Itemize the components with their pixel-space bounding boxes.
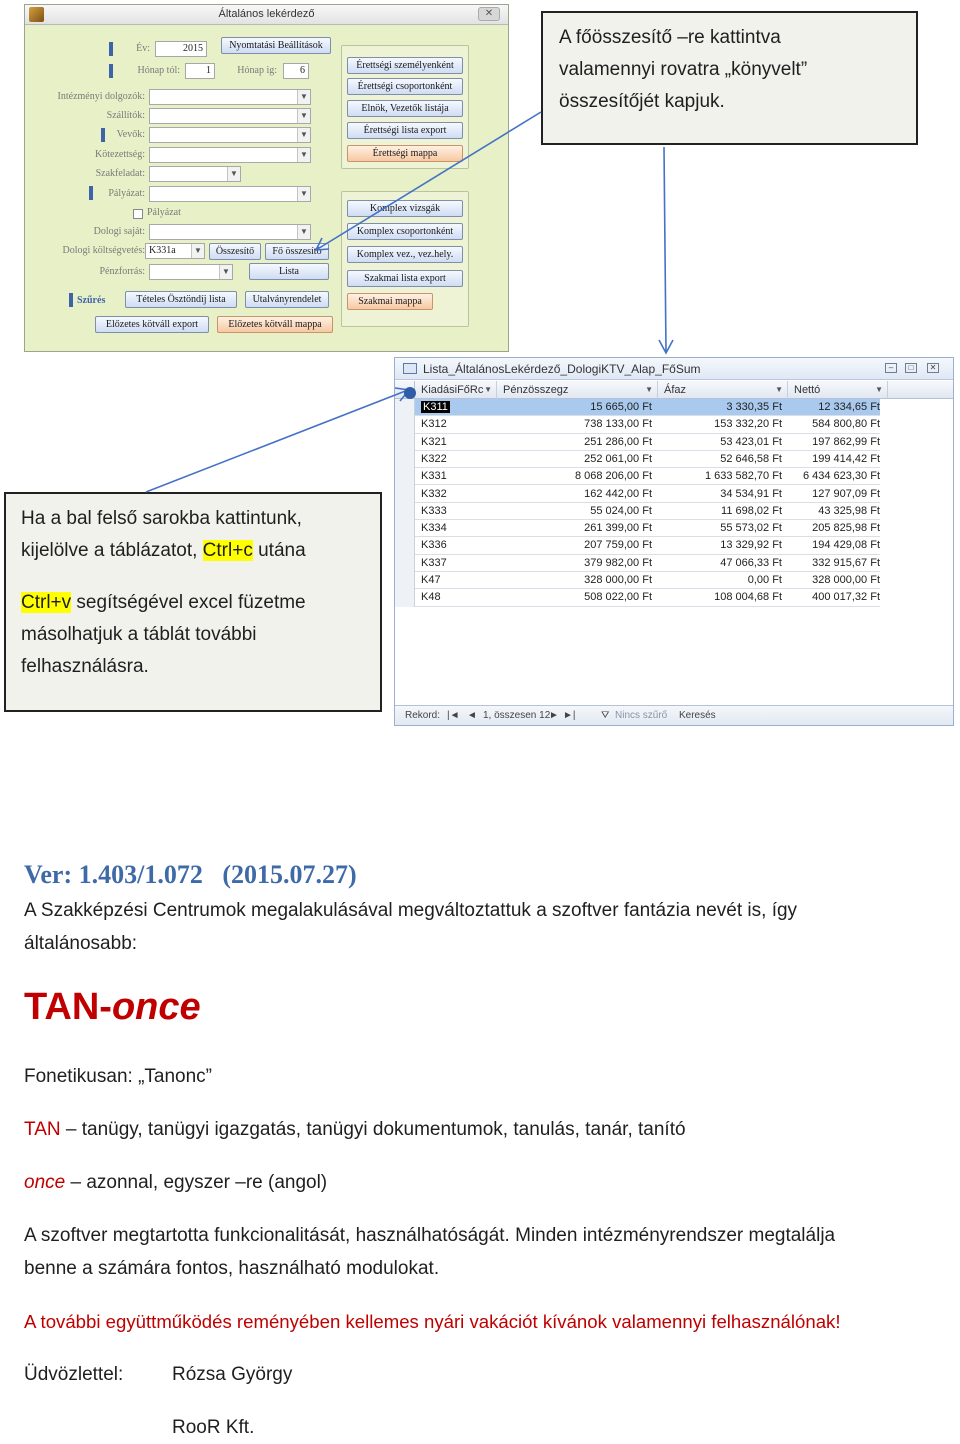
restore-icon[interactable]: □: [905, 363, 917, 373]
main-summary-button[interactable]: Fő összesítő: [265, 243, 329, 260]
list-button[interactable]: Lista: [249, 263, 329, 280]
version-heading: Ver: 1.403/1.072 (2015.07.27): [24, 860, 357, 889]
table-cell-text: 55 024,00 Ft: [590, 504, 652, 517]
table-cell-text: 252 061,00 Ft: [584, 452, 652, 465]
table-cell-text: 153 332,20 Ft: [714, 418, 782, 431]
table-cell-text: 261 399,00 Ft: [584, 522, 652, 535]
once-term: once: [24, 1172, 66, 1193]
table-cell-text: 162 442,00 Ft: [584, 487, 652, 500]
shortcut-highlight: Ctrl+v: [21, 592, 72, 613]
filter-label: Szűrés: [77, 295, 106, 306]
arrow-to-datasheet: [664, 147, 666, 352]
month-from-input[interactable]: 1: [185, 63, 215, 79]
table-cell-text: 52 646,58 Ft: [720, 452, 782, 465]
product-name: [24, 986, 201, 1029]
tan-term: TAN: [24, 1119, 61, 1140]
callout-line: másolhatjuk a táblát további: [21, 624, 257, 645]
product-name-part: once: [111, 986, 201, 1028]
staff-label: Intézményi dolgozók:: [57, 91, 145, 102]
table-cell-text: K48: [421, 591, 441, 604]
commitment-label: Kötezettség:: [95, 149, 145, 160]
column-header[interactable]: Áfaz ▼: [658, 381, 788, 399]
table-cell-text: 15 665,00 Ft: [590, 401, 652, 413]
summary-button[interactable]: Összesítő: [209, 243, 261, 260]
table-cell-text: 43 325,98 Ft: [818, 504, 880, 517]
table-cell-text: 328 000,00 Ft: [584, 574, 652, 586]
table-cell-text: 55 573,02 Ft: [720, 522, 782, 535]
tender-label: Pályázat:: [108, 188, 145, 199]
column-header[interactable]: KiadásiFőRc ▼: [415, 381, 497, 399]
table-cell-text: 47 066,33 Ft: [720, 556, 782, 569]
close-icon[interactable]: ✕: [478, 7, 500, 21]
select-all-marker[interactable]: [404, 387, 416, 399]
table-cell-text: K47: [421, 574, 441, 586]
phonetic-text: Fonetikusan: „Tanonc”: [24, 1066, 212, 1087]
chevron-down-icon[interactable]: ▼: [297, 109, 310, 123]
exam-list-export-button[interactable]: Érettségi lista export: [347, 122, 463, 139]
table-cell-text: K331: [421, 470, 447, 483]
voucher-button[interactable]: Utalványrendelet: [245, 291, 329, 308]
callout-text: kijelölve a táblázatot,: [21, 540, 203, 561]
company-name: RooR Kft.: [172, 1417, 255, 1438]
chevron-down-icon[interactable]: ▼: [645, 385, 653, 394]
chevron-down-icon[interactable]: ▼: [775, 385, 783, 394]
table-cell-text: 53 423,01 Ft: [720, 435, 782, 448]
funding-label: Pénzforrás:: [99, 266, 145, 277]
tan-definition-text: – tanügy, tanügyi igazgatás, tanügyi dokumentumok, tanulás, tanár, tanító: [60, 1119, 686, 1140]
material-budget-label: Dologi költségvetés:: [62, 245, 145, 256]
month-to-label: Hónap ig:: [237, 65, 277, 76]
chair-list-button[interactable]: Elnök, Vezetők listája: [347, 100, 463, 117]
functionality-line: benne a számára fontos, használható modulokat.: [24, 1258, 440, 1279]
table-cell-text: K337: [421, 556, 447, 569]
complex-leaders-button[interactable]: Komplex vez., vez.hely.: [347, 246, 463, 263]
first-record-icon[interactable]: |◄: [447, 710, 460, 721]
dialog-title: Általános lekérdező: [218, 8, 315, 20]
callout-text: segítségével excel füzetme: [71, 592, 306, 613]
professional-folder-button[interactable]: Szakmai mappa: [347, 293, 433, 310]
table-cell-text: 13 329,92 Ft: [720, 539, 782, 552]
shortcut-highlight: Ctrl+c: [202, 540, 253, 561]
functionality-text: [24, 1219, 835, 1285]
chevron-down-icon[interactable]: ▼: [297, 90, 310, 104]
table-cell-text: K332: [421, 487, 447, 500]
greeting: Üdvözlettel:: [24, 1364, 124, 1385]
complex-by-group-button[interactable]: Komplex csoportonként: [347, 223, 463, 240]
intro-text: [24, 894, 797, 960]
professional-list-export-button[interactable]: Szakmai lista export: [347, 270, 463, 287]
table-cell-text: 127 907,09 Ft: [812, 487, 880, 500]
table-cell-text: 738 133,00 Ft: [584, 418, 652, 431]
product-name-part: TAN-: [24, 986, 112, 1028]
no-filter-label[interactable]: Nincs szűrő: [615, 710, 668, 721]
table-cell-text: 199 414,42 Ft: [812, 452, 880, 465]
callout-line: felhasználásra.: [21, 656, 149, 677]
chevron-down-icon[interactable]: ▼: [484, 385, 492, 394]
filter-icon[interactable]: ⛛: [601, 710, 610, 721]
table-cell-text: K333: [421, 504, 447, 517]
sender-name: Rózsa György: [172, 1364, 293, 1385]
table-cell-text: K336: [421, 539, 447, 552]
table-cell-text: 12 334,65 Ft: [818, 401, 880, 413]
next-record-icon[interactable]: ►: [549, 710, 559, 721]
once-definition: [24, 1166, 327, 1199]
table-cell-text: 11 698,02 Ft: [721, 504, 782, 517]
intro-line: A Szakképzési Centrumok megalakulásával megváltoztattuk a szoftver fantázia nevét is, így: [24, 900, 798, 921]
month-to-input[interactable]: 6: [283, 63, 309, 79]
functionality-line: A szoftver megtartotta funkcionalitását, használhatóságát. Minden intézményrendszer megtalálja: [24, 1225, 836, 1246]
chevron-down-icon[interactable]: ▼: [297, 187, 310, 201]
exam-folder-button[interactable]: Érettségi mappa: [347, 145, 463, 162]
suppliers-label: Szállítók:: [106, 110, 145, 121]
chevron-down-icon[interactable]: ▼: [191, 244, 204, 258]
callout-line: Ha a bal felső sarokba kattintunk,: [21, 508, 302, 529]
prior-commitment-folder-button[interactable]: Előzetes kötváll mappa: [217, 316, 333, 333]
table-cell-text: 400 017,32 Ft: [812, 591, 880, 604]
chevron-down-icon[interactable]: ▼: [227, 167, 240, 181]
tan-definition: [24, 1113, 686, 1146]
callout-line: A főösszesítő –re kattintva: [559, 27, 781, 48]
chevron-down-icon[interactable]: ▼: [875, 385, 883, 394]
print-settings-button[interactable]: Nyomtatási Beállítások: [221, 37, 331, 54]
tender-checkbox-label: Pályázat: [147, 207, 181, 218]
table-cell-text: K312: [421, 418, 447, 431]
year-input[interactable]: 2015: [155, 41, 207, 57]
complex-exams-button[interactable]: Komplex vizsgák: [347, 200, 463, 217]
table-cell-text: 194 429,08 Ft: [812, 539, 880, 552]
own-material-label: Dologi saját:: [93, 226, 145, 237]
column-header[interactable]: Nettó ▼: [788, 381, 888, 399]
datasheet-title: Lista_ÁltalánosLekérdező_DologiKTV_Alap_FőSum: [423, 362, 701, 376]
search-input[interactable]: Keresés: [679, 710, 716, 721]
table-cell-text: K311: [423, 401, 448, 413]
callout-line: összesítőjét kapjuk.: [559, 91, 725, 112]
table-cell-text: 6 434 623,30 Ft: [802, 470, 880, 483]
table-cell-text: 197 862,99 Ft: [812, 435, 880, 448]
record-position[interactable]: 1, összesen 12: [483, 710, 551, 721]
table-cell-text: 34 534,91 Ft: [720, 487, 782, 500]
exam-by-person-button[interactable]: Érettségi személyenként: [347, 57, 463, 74]
table-cell-text: 207 759,00 Ft: [584, 539, 652, 552]
year-label: Év:: [136, 43, 150, 54]
chevron-down-icon[interactable]: ▼: [297, 148, 310, 162]
itemized-scholarship-button[interactable]: Tételes Ösztöndíj lista: [125, 291, 237, 308]
prior-commitment-export-button[interactable]: Előzetes kötváll export: [95, 316, 209, 333]
table-cell-text: K321: [421, 435, 447, 448]
holiday-wish: A további együttműködés reményében kellemes nyári vakációt kívánok valamennyi felhasználónak!: [24, 1311, 841, 1332]
minimize-icon[interactable]: –: [885, 363, 897, 373]
table-cell-text: 8 068 206,00 Ft: [574, 470, 652, 483]
task-label: Szakfeladat:: [95, 168, 145, 179]
table-cell-text: 205 825,98 Ft: [812, 522, 880, 535]
column-header[interactable]: Pénzösszegz ▼: [497, 381, 658, 399]
chevron-down-icon[interactable]: ▼: [297, 225, 310, 239]
prev-record-icon[interactable]: ◄: [467, 710, 477, 721]
table-cell-text: 379 982,00 Ft: [584, 556, 652, 569]
table-cell-text: 3 330,35 Ft: [726, 401, 782, 413]
table-cell-text: 251 286,00 Ft: [584, 435, 652, 448]
arrow-to-corner: [146, 390, 408, 492]
table-cell-text: 332 915,67 Ft: [812, 556, 880, 569]
chevron-down-icon[interactable]: ▼: [219, 265, 232, 279]
table-cell-text: 584 800,80 Ft: [812, 418, 880, 431]
table-cell-text: 0,00 Ft: [747, 574, 782, 586]
table-cell-text: K334: [421, 522, 447, 535]
record-label: Rekord:: [405, 710, 441, 721]
table-cell-text: K322: [421, 452, 447, 465]
buyers-label: Vevők:: [116, 129, 145, 140]
once-definition-text: – azonnal, egyszer –re (angol): [65, 1172, 328, 1193]
material-budget-value: K331a: [149, 245, 176, 256]
table-cell-text: 1 633 582,70 Ft: [704, 470, 782, 483]
callout-line: valamennyi rovatra „könyvelt”: [559, 59, 808, 80]
month-from-label: Hónap tól:: [137, 65, 180, 76]
intro-line: általánosabb:: [24, 933, 138, 954]
callout-text: utána: [252, 540, 306, 561]
last-record-icon[interactable]: ►|: [563, 710, 576, 721]
arrow-to-main-summary: [316, 112, 541, 250]
close-icon[interactable]: ✕: [927, 363, 939, 373]
table-cell-text: 508 022,00 Ft: [584, 591, 652, 604]
chevron-down-icon[interactable]: ▼: [297, 128, 310, 142]
table-cell-text: 108 004,68 Ft: [714, 591, 782, 604]
exam-by-group-button[interactable]: Érettségi csoportonként: [347, 78, 463, 95]
table-cell-text: 328 000,00 Ft: [812, 574, 880, 586]
